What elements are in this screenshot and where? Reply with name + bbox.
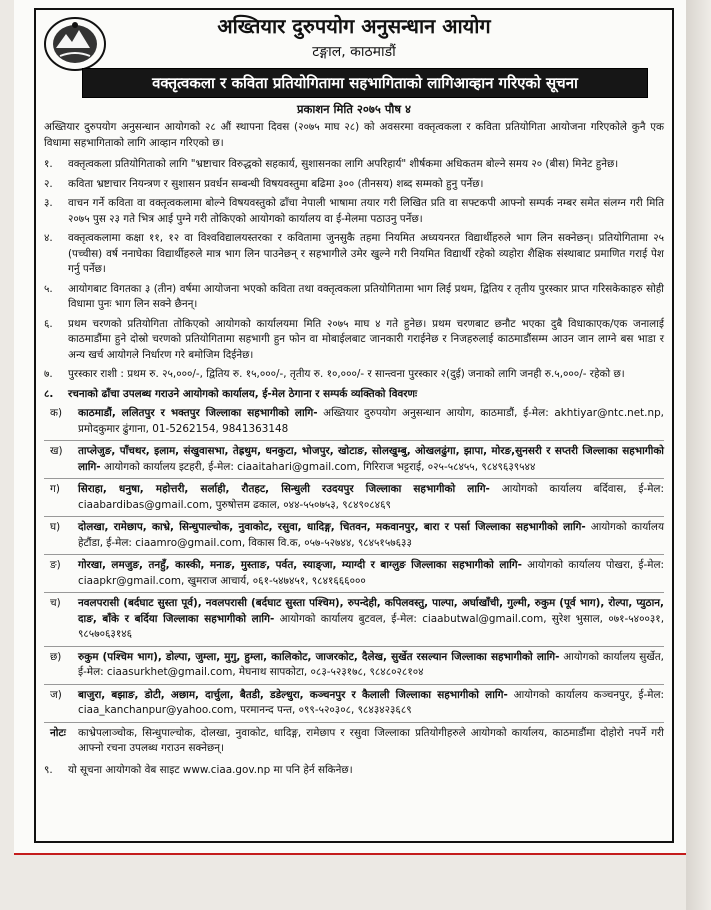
notice-headline: वक्तृत्वकला र कविता प्रतियोगितामा सहभागिताको लागिआव्हान गरिएको सूचना <box>82 68 648 98</box>
item-text: आयोगबाट विगतका ३ (तीन) वर्षमा आयोजना भएको कविता तथा वक्तृत्वकला प्रतियोगितामा भाग लिई प्रथम, द्वितिय र तृतीय पुरस्कार प्राप्त गरिसकेकाहरु सोही विधामा पुनः भाग लिन सक्ने छैनन्। <box>68 282 664 310</box>
entry-label: ज) <box>50 688 62 701</box>
entry-districts: गोरखा, लमजुङ, तनहुँ, कास्की, मनाङ, मुस्ताङ, पर्वत, स्याङ्जा, म्याग्दी र बाग्लुङ जिल्लाका सहभागीको लागि- <box>78 559 522 571</box>
notice-box <box>34 8 674 843</box>
office-contact-entry <box>44 558 664 593</box>
entry-detail: आयोगको कार्यालय पोखरा, ई-मेल: ciaapkr@gmail.com, खुमराज आचार्य, ०६१-५४७४५१, ९८४१६६६००० <box>78 559 664 587</box>
office-contact-entry <box>44 406 664 441</box>
item-number: ३. <box>44 197 53 209</box>
office-contact-entry <box>44 688 664 723</box>
item-text: कविता भ्रष्टाचार नियन्त्रण र सुशासन प्रवर्धन सम्बन्धी विषयवस्तुमा बढिमा ३०० (तीनसय) शब्द सम्मको हुनु पर्नेछ। <box>68 177 484 190</box>
list-item <box>44 231 664 278</box>
item-number: २. <box>44 177 53 190</box>
entry-label: ङ) <box>50 559 61 571</box>
item-text: प्रथम चरणको प्रतियोगिता तोकिएको आयोगको कार्यालयमा मिति २०७५ माघ ४ गते हुनेछ। प्रथम चरणबाट छनौट भएका दुबै विधाकाएक/एक जनालाई काठमाडौंमा हुने दोस्रो चरणको प्रतियोगितामा सहभागी हुन फोन वा मोबाईलबाट जानकारी गराईनेछ र निजहरुलाई काठमाडौंसम्म आउन जान लाग्ने बस भाडा र अन्य खर्च आयोगले निर्धारण गरे बमोजिम दिईनेछ। <box>68 317 664 361</box>
item-number: ७. <box>44 368 53 380</box>
entry-districts: रुकुम (पश्चिम भाग), डोल्पा, जुम्ला, मुगु, हुम्ला, कालिकोट, जाजरकोट, दैलेख, सुर्खेत रसल्यान जिल्लाका सहभागीको लागि- <box>78 650 560 663</box>
item-text: वक्तृत्वकला प्रतियोगिताको लागि "भ्रष्टाचार विरुद्धको सहकार्य, सुशासनका लागि अपरिहार्य" शीर्षकमा अधिकतम बोल्ने समय २० (बीस) मिनेट हुनेछ। <box>68 158 619 170</box>
list-item <box>44 177 664 193</box>
page-edge-shadow <box>686 0 711 910</box>
office-contact-entry <box>44 596 664 647</box>
entry-label: ख) <box>50 445 63 457</box>
entry-detail: आयोगको कार्यालय कञ्चनपुर, ई-मेल: ciaa_kanchanpur@yahoo.com, परमानन्द पन्त, ०९९-५२०३०८, ९८४३४२३६८९ <box>78 688 664 716</box>
list-item <box>44 196 664 227</box>
entry-districts: बाजुरा, बझाङ, डोटी, अछाम, दार्चुला, बैतडी, डडेल्धुरा, कञ्चनपुर र कैलाली जिल्लाका सहभागीको लागि- <box>78 688 508 701</box>
entry-label: क) <box>50 407 63 419</box>
entry-label: छ) <box>50 650 62 663</box>
entry-detail: आयोगको कार्यालय इटहरी, ई-मेल: ciaaitahari@gmail.com, गिरिराज भट्टराई, ०२५-५८४५५, ९८४९६३९५४४ <box>103 460 536 473</box>
item-text: वक्तृत्वकलामा कक्षा ११, १२ वा विश्वविद्यालयस्तरका र कवितामा जुनसुकै तहमा नियमित अध्ययनरत विद्यार्थीहरुले भाग लिन सक्नेछन्। प्रतियोगितामा २५ (पच्चीस) वर्ष ननाघेका विद्यार्थीहरुले मात्र भाग लिन पाउनेछन् र सहभागीले उमेर खुल्ने गरी नियमित विद्यार्थी रहेको व्यहोरा शैक्षिक संस्थाबाट प्रमाणित गराई पेश गर्नु पर्नेछ। <box>68 232 664 275</box>
item-text: पुरस्कार राशी : प्रथम रु. २५,०००/-, द्वितिय रु. १५,०००/-, तृतीय रु. १०,०००/- र सान्त्वना पुरस्कार २(दुई) जनाको लागि जनही रु.५,०००/- रहेको छ। <box>68 368 625 380</box>
organization-address: टङ्गाल, काठमाडौं <box>312 44 396 60</box>
entry-label: ग) <box>50 483 60 495</box>
organization-name: अख्तियार दुरुपयोग अनुसन्धान आयोग <box>217 14 491 38</box>
office-contact-entry <box>44 482 664 517</box>
office-contact-entry <box>44 444 664 479</box>
entry-detail: आयोगको कार्यालय सुर्खेत, ई-मेल: ciaasurkhet@gmail.com, मेघनाथ सापकोटा, ०८३-५२३१७८, ९८४८०२८१०४ <box>78 650 664 678</box>
section-8-title: रचनाको ढाँचा उपलब्ध गराउने आयोगको कार्यालय, ई-मेल ठेगाना र सम्पर्क व्यक्तिको विवरणः <box>68 387 418 400</box>
entry-detail: अख्तियार दुरुपयोग अनुसन्धान आयोग, काठमाडौं, ई-मेल: akhtiyar@ntc.net.np, प्रमोदकुमार ढुंगाना, 01-5262154, 9841363148 <box>78 407 664 435</box>
entry-detail: आयोगको कार्यालय बुटवल, ई-मेल: ciaabutwal@gmail.com, सुरेश भुसाल, ०७१-५४००३१, ९८५७०६३१४६ <box>78 612 664 640</box>
entry-detail: आयोगको कार्यालय हेटौंडा, ई-मेल: ciaamro@gmail.com, विकास वि.क, ०५७-५२७४४, ९८४५१५७६३३ <box>78 521 664 549</box>
list-item <box>44 317 664 364</box>
list-item <box>44 763 664 779</box>
item-text: यो सूचना आयोगको वेब साइट www.ciaa.gov.np मा पनि हेर्न सकिनेछ। <box>68 763 353 776</box>
intro-paragraph: अख्तियार दुरुपयोग अनुसन्धान आयोगको २८ औं स्थापना दिवस (२०७५ माघ २८) को अवसरमा वक्तृत्वकला र कविता प्रतियोगिता आयोजना गरिएकोले कुनै एक विधामा सहभागिताको लागि आव्हान गरिएको छ। <box>44 121 664 149</box>
entry-districts: दोलखा, रामेछाप, काभ्रे, सिन्धुपाल्चोक, नुवाकोट, रसुवा, धादिङ्ग, चितवन, मकवानपुर, बारा र पर्सा जिल्लाका सहभागीको लागि- <box>78 521 586 533</box>
notice-body <box>44 120 664 782</box>
item-number: ८. <box>44 387 54 400</box>
office-contact-list <box>44 406 664 760</box>
entry-districts: नवलपरासी (बर्दघाट सुस्ता पूर्व), नवलपरासी (बर्दघाट सुस्ता पश्चिम), रुपन्देही, कपिलवस्तु, पाल्पा, अर्घाखाँची, गुल्मी, रुकुम (पूर्व भाग), रोल्पा, प्युठान, दाङ, बाँके र बर्दिया जिल्लाका सहभागीको लागि- <box>78 597 664 625</box>
item-number: १. <box>44 158 53 170</box>
list-item <box>44 157 664 173</box>
list-item <box>44 282 664 313</box>
item-number: ९. <box>44 763 53 776</box>
item-number: ६. <box>44 317 53 330</box>
entry-districts: सिराहा, धनुषा, महोत्तरी, सर्लाही, रौतहट, सिन्धुली रउदयपुर जिल्लाका सहभागीको लागि- <box>78 483 490 495</box>
office-contact-entry <box>44 650 664 685</box>
entry-districts: ताप्लेजुङ, पाँचथर, इलाम, संखुवासभा, तेह्रथुम, धनकुटा, भोजपुर, खोटाङ, सोलखुम्बु, ओखलढुंगा, झापा, मोरङ,सुनसरी र सप्तरी जिल्लाका सहभागीको लागि- <box>78 445 664 473</box>
newspaper-page <box>14 0 686 855</box>
office-contact-entry <box>44 520 664 555</box>
list-item <box>44 367 664 383</box>
item-number: ५. <box>44 282 53 295</box>
entry-districts: काठमाडौं, ललितपुर र भक्तपुर जिल्लाका सहभागीको लागि- <box>78 407 318 419</box>
note-label: नोटः <box>50 726 66 739</box>
item-number: ४. <box>44 232 53 244</box>
note-entry <box>44 726 664 760</box>
item-text: वाचन गर्ने कविता वा वक्तृत्वकलामा बोल्ने विषयवस्तुको ढाँचा नेपाली भाषामा तयार गरी लिखित प्रति वा सफ्टकपी आफ्नो सम्पर्क नम्बर समेत संलग्न गरी मिति २०७५ पुस २३ गते भित्र आई पुग्ने गरी तोकिएको आयोगको कार्यालय वा ई-मेलमा पठाउनु पर्नेछ। <box>68 197 664 225</box>
entry-label: घ) <box>50 521 61 533</box>
publication-date: प्रकाशन मिति २०७५ पौष ४ <box>296 102 412 116</box>
entry-detail: आयोगको कार्यालय बर्दिवास, ई-मेल: ciaabardibas@gmail.com, पुरुषोत्तम ढकाल, ०४४-५५०७५३, ९८४९०८४६९ <box>78 483 664 511</box>
red-divider <box>14 853 686 855</box>
entry-label: च) <box>50 597 61 609</box>
note-text: काभ्रेपलाञ्चोक, सिन्धुपाल्चोक, दोलखा, नुवाकोट, धादिङ्ग, रामेछाप र रसुवा जिल्लाका प्रतियोगीहरुले आयोगको कार्यालय, काठमाडौंमा दोहोरो नपर्ने गरी आफ्नो रचना उपलब्ध गराउन सक्नेछन्। <box>78 726 664 754</box>
section-8-heading <box>44 387 664 403</box>
